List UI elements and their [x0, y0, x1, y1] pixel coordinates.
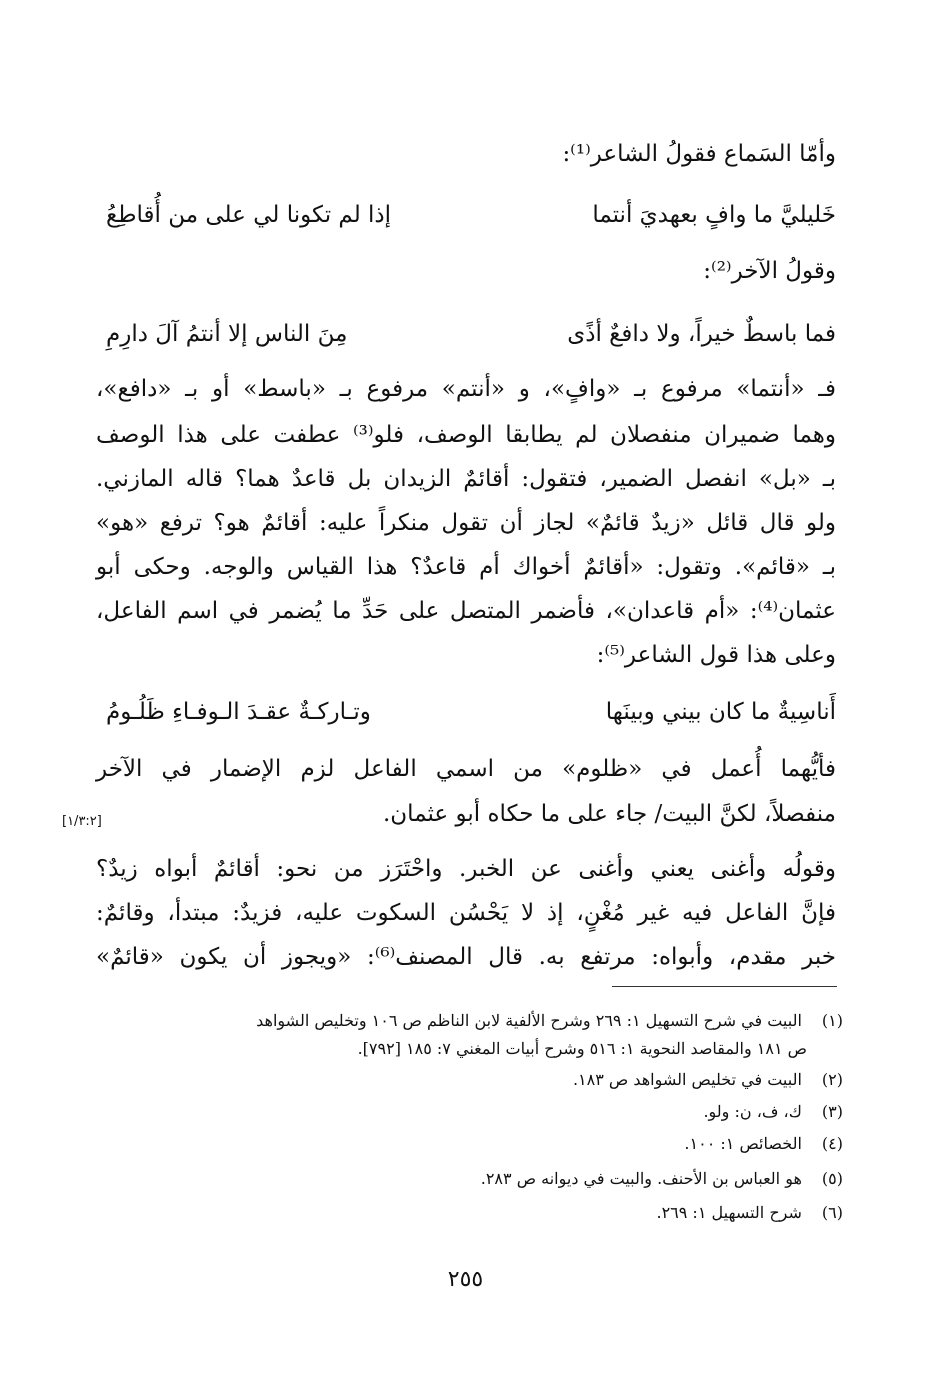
- verse-second-hemistich: إذا لم تكونا لي على من أُقاطِعُ: [106, 202, 392, 228]
- footnote-text: هو العباس بن الأحنف. والبيت في ديوانه ص ٢٨٣.: [480, 1169, 802, 1188]
- footnote-text: ك، ف، ن: ولو.: [703, 1102, 802, 1121]
- footnote: [133, 1099, 843, 1124]
- text-line: وقولُه وأغنى يعني وأغنى عن الخبر. واحْتَرَز من نحو: أقائمٌ أبواه زيدٌ؟: [96, 856, 836, 882]
- text-line: وعلى هذا قول الشاعر⁽⁵⁾:: [596, 642, 836, 668]
- poem-verse: [96, 195, 836, 235]
- margin-reference-marker: [١/٣:٢]: [62, 814, 102, 829]
- verse-second-hemistich: مِنَ الناس إلا أنتمُ آلَ دارِمِ: [106, 321, 348, 347]
- footnote-text: البيت في شرح التسهيل ١: ٢٦٩ وشرح الألفية لابن الناظم ص ١٠٦ وتخليص الشواهد: [256, 1011, 802, 1030]
- footnote-text: البيت في تخليص الشواهد ص ١٨٣.: [572, 1070, 802, 1089]
- footnote-separator: [612, 986, 837, 987]
- verse-first-hemistich: أَناسِيةٌ ما كان بيني وبينَها: [605, 699, 836, 725]
- verse-second-hemistich: وتـاركـةٌ عقـدَ الـوفـاءِ ظَلُـومُ: [106, 699, 371, 725]
- footnote: [133, 1200, 843, 1225]
- text-line: وقولُ الآخر⁽²⁾:: [703, 258, 836, 284]
- text-line: وهما ضميران منفصلان لم يطابقا الوصف، فلو⁽³⁾ عطفت على هذا الوصف: [96, 422, 836, 448]
- text-line: فإنَّ الفاعل فيه غير مُغْنٍ، إذ لا يَحْسُن السكوت عليه، فزيدٌ: مبتدأ، وقائمٌ:: [96, 900, 836, 926]
- text-line: وأمّا السَماع فقولُ الشاعر⁽¹⁾:: [562, 141, 836, 167]
- footnote-number: (٣): [821, 1102, 843, 1121]
- text-line: منفصلاً، لكنَّ البيت/ جاء على ما حكاه أبو عثمان.: [382, 801, 836, 827]
- footnote-number: (١): [821, 1011, 843, 1030]
- footnote-number: (٤): [821, 1134, 843, 1153]
- text-line: فـ «أنتما» مرفوع بـ «وافٍ»، و «أنتم» مرفوع بـ «باسط» أو بـ «دافع»،: [96, 376, 836, 402]
- page-number: ٢٥٥: [447, 1267, 484, 1292]
- poem-verse: [96, 314, 836, 354]
- text-line: فأيُّهما أُعمل في «ظلوم» من اسمي الفاعل لزم الإضمار في الآخر: [96, 756, 836, 782]
- verse-first-hemistich: فما باسطٌ خيراً، ولا دافعٌ أذًى: [567, 321, 836, 347]
- text-line: عثمان⁽⁴⁾: «أم قاعدان»، فأضمر المتصل على حَدِّ ما يُضمر في اسم الفاعل،: [96, 598, 836, 624]
- text-line: خبر مقدم، وأبواه: مرتفع به. قال المصنف⁽⁶⁾: «ويجوز أن يكون «قائمٌ»: [96, 944, 836, 970]
- footnote: [133, 1067, 843, 1092]
- footnote: [133, 1008, 843, 1033]
- text-line: بـ «قائم». وتقول: «أقائمٌ أخواك أم قاعدٌ؟ هذا القياس والوجه. وحكى أبو: [96, 554, 836, 580]
- footnote: [133, 1131, 843, 1156]
- footnote-text: الخصائص ١: ١٠٠.: [684, 1134, 802, 1153]
- footnote-number: (٦): [821, 1203, 843, 1222]
- footnote-number: (٢): [821, 1070, 843, 1089]
- footnote: [133, 1166, 843, 1191]
- text-line: ولو قال قائل «زيدٌ قائمٌ» لجاز أن تقول منكراً عليه: أقائمٌ هو؟ ترفع «هو»: [96, 510, 836, 536]
- poem-verse: [96, 692, 836, 732]
- text-line: بـ «بل» انفصل الضمير، فتقول: أقائمٌ الزيدان بل قاعدٌ هما؟ قاله المازني.: [96, 466, 836, 492]
- footnote-text: شرح التسهيل ١: ٢٦٩.: [656, 1203, 802, 1222]
- verse-first-hemistich: خَليليَّ ما وافٍ بعهديَ أنتما: [592, 202, 836, 228]
- footnote-number: (٥): [821, 1169, 843, 1188]
- footnote-continuation: ص ١٨١ والمقاصد النحوية ١: ٥١٦ وشرح أبيات المغني ٧: ١٨٥ [٧٩٢].: [357, 1039, 807, 1058]
